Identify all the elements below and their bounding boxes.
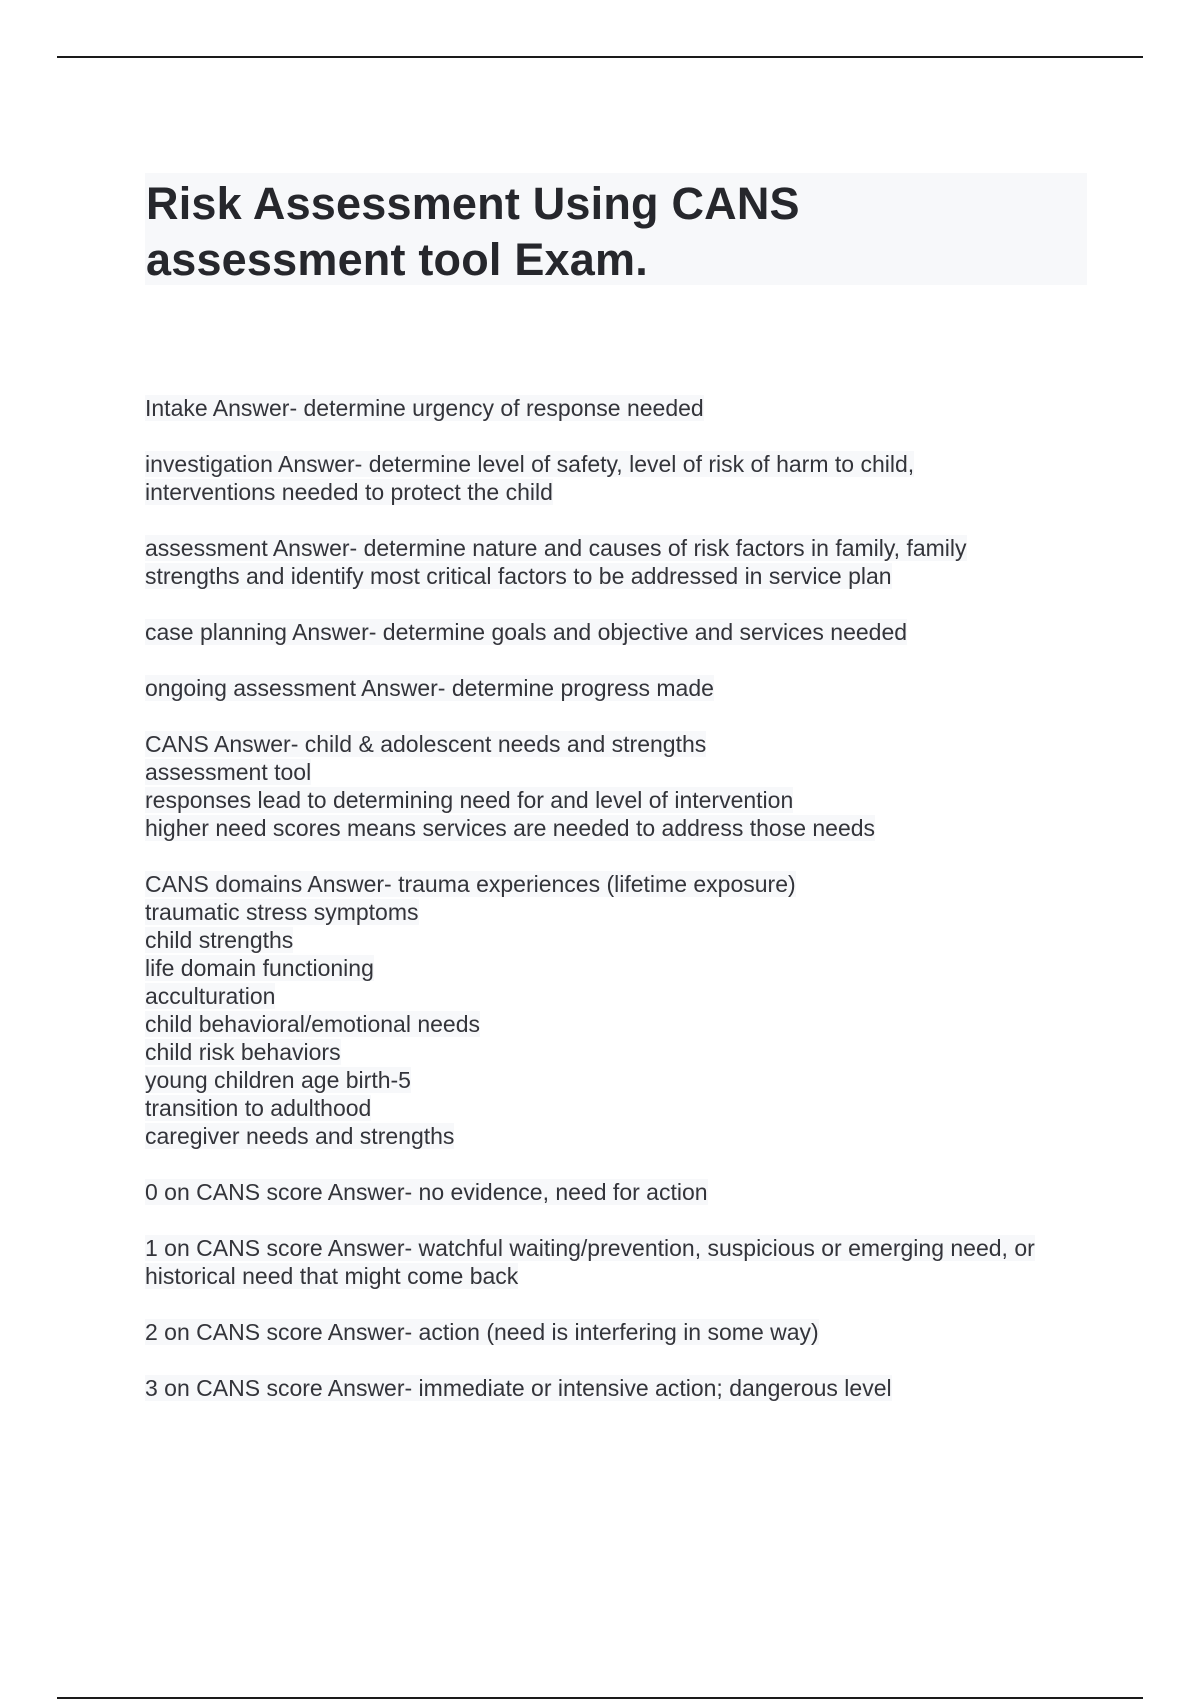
- qa-line-text: assessment tool: [145, 759, 312, 785]
- qa-line-text: 1 on CANS score Answer- watchful waiting/prevention, suspicious or emerging need, or: [145, 1235, 1035, 1261]
- qa-line: [145, 1318, 1095, 1346]
- qa-item: [145, 1374, 1095, 1402]
- top-divider: [57, 56, 1143, 58]
- qa-line-text: higher need scores means services are needed to address those needs: [145, 815, 876, 841]
- qa-line-text: strengths and identify most critical factors to be addressed in service plan: [145, 563, 892, 589]
- qa-line-text: investigation Answer- determine level of safety, level of risk of harm to child,: [145, 451, 915, 477]
- qa-line-text: 0 on CANS score Answer- no evidence, need for action: [145, 1179, 708, 1205]
- qa-line: [145, 1010, 1095, 1038]
- qa-line: [145, 1234, 1095, 1262]
- qa-line: [145, 954, 1095, 982]
- title-line: assessment tool Exam.: [146, 234, 648, 285]
- qa-line: [145, 982, 1095, 1010]
- title-line: Risk Assessment Using CANS: [146, 178, 800, 229]
- qa-line-text: case planning Answer- determine goals and objective and services needed: [145, 619, 908, 645]
- qa-line-text: assessment Answer- determine nature and causes of risk factors in family, family: [145, 535, 967, 561]
- qa-line: [145, 1094, 1095, 1122]
- qa-line-text: child risk behaviors: [145, 1039, 341, 1065]
- qa-line-text: caregiver needs and strengths: [145, 1123, 455, 1149]
- qa-line: [145, 674, 1095, 702]
- qa-line-text: interventions needed to protect the child: [145, 479, 553, 505]
- qa-line: [145, 1374, 1095, 1402]
- qa-item: [145, 1234, 1095, 1290]
- qa-line-text: ongoing assessment Answer- determine progress made: [145, 675, 714, 701]
- qa-line: [145, 1038, 1095, 1066]
- qa-line-text: child strengths: [145, 927, 294, 953]
- qa-line: [145, 730, 1095, 758]
- qa-line: [145, 814, 1095, 842]
- qa-line-text: transition to adulthood: [145, 1095, 372, 1121]
- qa-item: [145, 674, 1095, 702]
- qa-item: [145, 534, 1095, 590]
- qa-line-text: 2 on CANS score Answer- action (need is interfering in some way): [145, 1319, 819, 1345]
- qa-line-text: Intake Answer- determine urgency of response needed: [145, 395, 704, 421]
- qa-line: [145, 534, 1095, 562]
- qa-line-text: historical need that might come back: [145, 1263, 519, 1289]
- qa-line: [145, 898, 1095, 926]
- qa-item: [145, 870, 1095, 1150]
- qa-line-text: life domain functioning: [145, 955, 374, 981]
- bottom-divider: [57, 1697, 1143, 1699]
- qa-item: [145, 394, 1095, 422]
- qa-item: [145, 730, 1095, 842]
- qa-line: [145, 1066, 1095, 1094]
- qa-item: [145, 450, 1095, 506]
- qa-item: [145, 1178, 1095, 1206]
- qa-line-text: child behavioral/emotional needs: [145, 1011, 480, 1037]
- qa-line-text: CANS Answer- child & adolescent needs and strengths: [145, 731, 707, 757]
- qa-line: [145, 562, 1095, 590]
- qa-line-text: young children age birth-5: [145, 1067, 411, 1093]
- qa-line-text: 3 on CANS score Answer- immediate or intensive action; dangerous level: [145, 1375, 892, 1401]
- qa-line: [145, 786, 1095, 814]
- qa-line: [145, 478, 1095, 506]
- qa-line: [145, 1178, 1095, 1206]
- qa-line: [145, 1262, 1095, 1290]
- qa-line: [145, 394, 1095, 422]
- qa-line: [145, 926, 1095, 954]
- qa-line-text: responses lead to determining need for and level of intervention: [145, 787, 794, 813]
- qa-item: [145, 618, 1095, 646]
- qa-line-text: traumatic stress symptoms: [145, 899, 419, 925]
- qa-line: [145, 618, 1095, 646]
- qa-line: [145, 450, 1095, 478]
- qa-list: [145, 394, 1095, 1430]
- qa-line: [145, 870, 1095, 898]
- qa-line-text: acculturation: [145, 983, 276, 1009]
- qa-line: [145, 1122, 1095, 1150]
- qa-item: [145, 1318, 1095, 1346]
- qa-line: [145, 758, 1095, 786]
- qa-line-text: CANS domains Answer- trauma experiences (lifetime exposure): [145, 871, 796, 897]
- document-title: [146, 176, 800, 288]
